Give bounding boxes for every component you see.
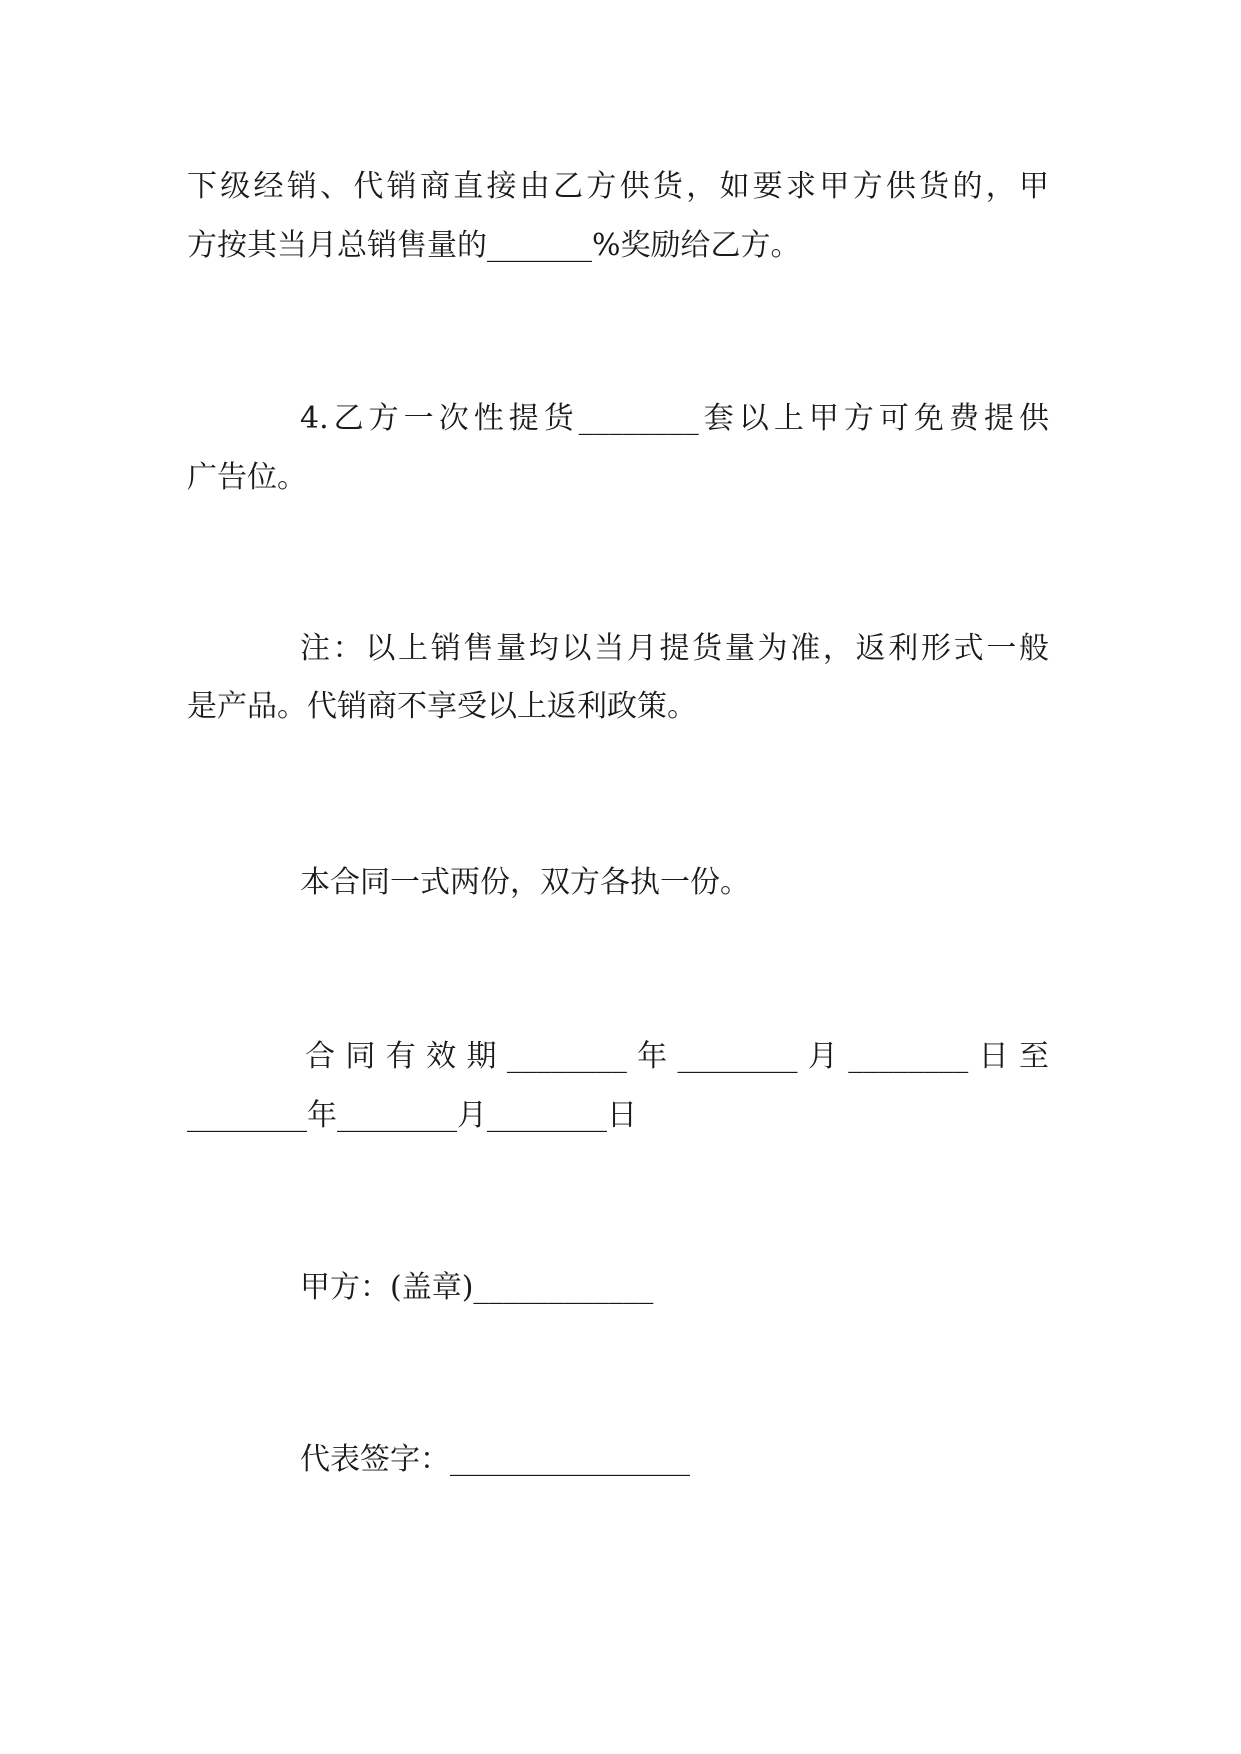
clause-text-line: 方按其当月总销售量的_______%奖励给乙方。 bbox=[187, 228, 801, 263]
note-line: 注：以上销售量均以当月提货量为准，返利形式一般 bbox=[300, 631, 1049, 666]
representative-signature-line: 代表签字：________________ bbox=[300, 1442, 690, 1477]
note-line: 是产品。代销商不享受以上返利政策。 bbox=[187, 689, 697, 724]
clause-4-line: 4.乙方一次性提货________套以上甲方可免费提供 bbox=[300, 401, 1049, 436]
clause-text-line: 下级经销、代销商直接由乙方供货，如要求甲方供货的，甲 bbox=[187, 169, 1049, 204]
party-a-seal-line: 甲方：(盖章)____________ bbox=[300, 1270, 654, 1305]
copies-statement: 本合同一式两份，双方各执一份。 bbox=[300, 865, 750, 900]
clause-4-line: 广告位。 bbox=[187, 460, 307, 495]
validity-period-line: ________年________月________日 bbox=[187, 1098, 637, 1133]
validity-period-line: 合同有效期________年________月________日至 bbox=[305, 1039, 1049, 1074]
